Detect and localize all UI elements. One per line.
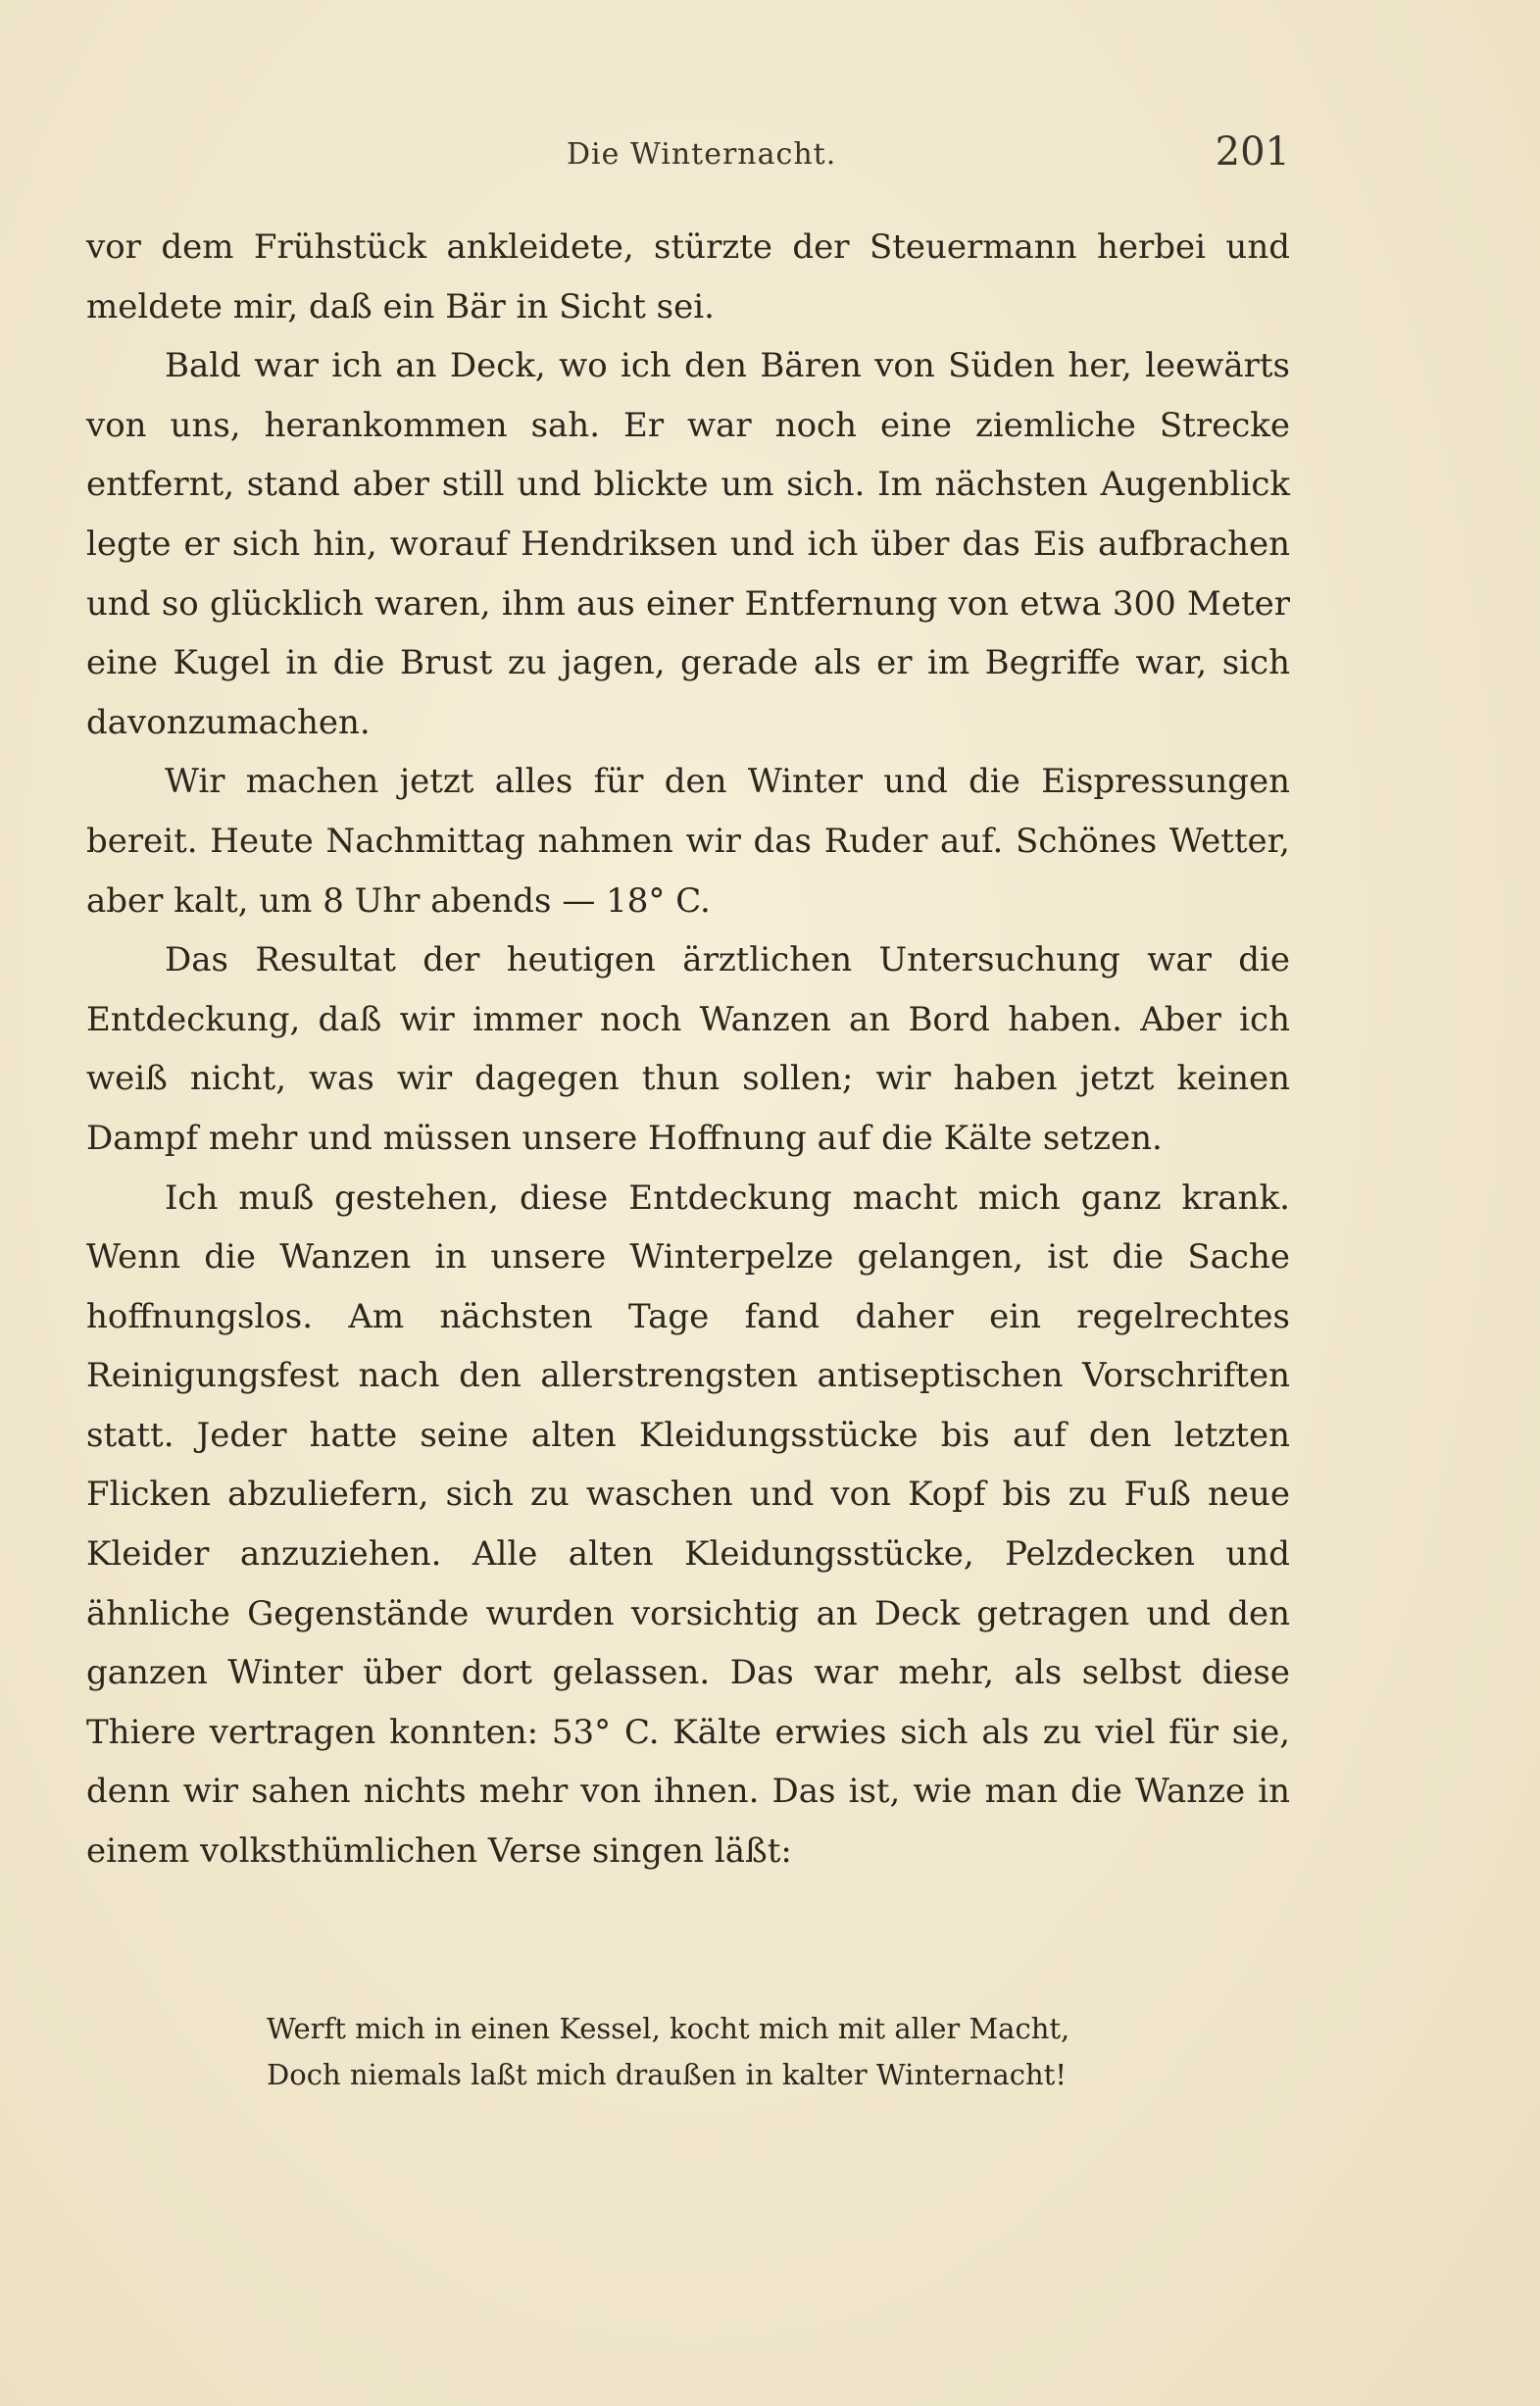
verse-line: Doch niemals laßt mich draußen in kalter Winternacht! [267,2058,1067,2091]
verse-line: Werft mich in einen Kessel, kocht mich mit aller Macht, [267,2012,1070,2045]
paragraph-winter-preparations: Wir machen jetzt alles für den Winter und die Eispressungen bereit. Heute Nachmittag nahmen wir das Ruder auf. Schönes Wetter, aber kalt, um 8 Uhr abends — 18° C. [86,762,1290,921]
paragraph-medical-examination: Das Resultat der heutigen ärztlichen Untersuchung war die Entdeckung, daß wir immer noch Wanzen an Bord haben. Aber ich weiß nicht, was wir dagegen thun sollen; wir haben jetzt keinen Dampf mehr und müssen unsere Hoffnung auf die Kälte setzen. [86,940,1290,1158]
page-number: 201 [1215,129,1290,175]
paragraph-cleaning-festival: Ich muß gestehen, diese Entdeckung macht mich ganz krank. Wenn die Wanzen in unsere Winterpelze gelangen, ist die Sache hoffnungslos. Am nächsten Tage fand daher ein regelrechtes Reinigungsfest nach den allerstrengsten antiseptischen Vorschriften statt. Jeder hatte seine alten Kleidungsstücke bis auf den letzten Flicken abzuliefern, sich zu waschen und von Kopf bis zu Fuß neue Kleider anzuziehen. Alle alten Kleidungsstücke, Pelzdecken und ähnliche Gegenstände wurden vorsichtig an Deck getragen und den ganzen Winter über dort gelassen. Das war mehr, als selbst diese Thiere vertragen konnten: 53° C. Kälte erwies sich als zu viel für sie, denn wir sahen nichts mehr von ihnen. Das ist, wie man die Wanze in einem volksthümlichen Verse singen läßt: [86,1178,1290,1872]
body-text [86,218,1290,1881]
running-title: Die Winternacht. [567,137,837,172]
paragraph-continuation: vor dem Frühstück ankleidete, stürzte der Steuermann herbei und meldete mir, daß ein Bär in Sicht sei. [86,227,1290,326]
paragraph-bear-hunt: Bald war ich an Deck, wo ich den Bären von Süden her, leewärts von uns, herankommen sah. Er war noch eine ziemliche Strecke entfernt, stand aber still und blickte um sich. Im nächsten Augenblick legte er sich hin, worauf Hendriksen und ich über das Eis aufbrachen und so glücklich waren, ihm aus einer Entfernung von etwa 300 Meter eine Kugel in die Brust zu jagen, gerade als er im Begriffe war, sich davonzumachen. [86,346,1290,742]
verse-quote [267,2006,1247,2098]
page-header [86,127,1290,186]
